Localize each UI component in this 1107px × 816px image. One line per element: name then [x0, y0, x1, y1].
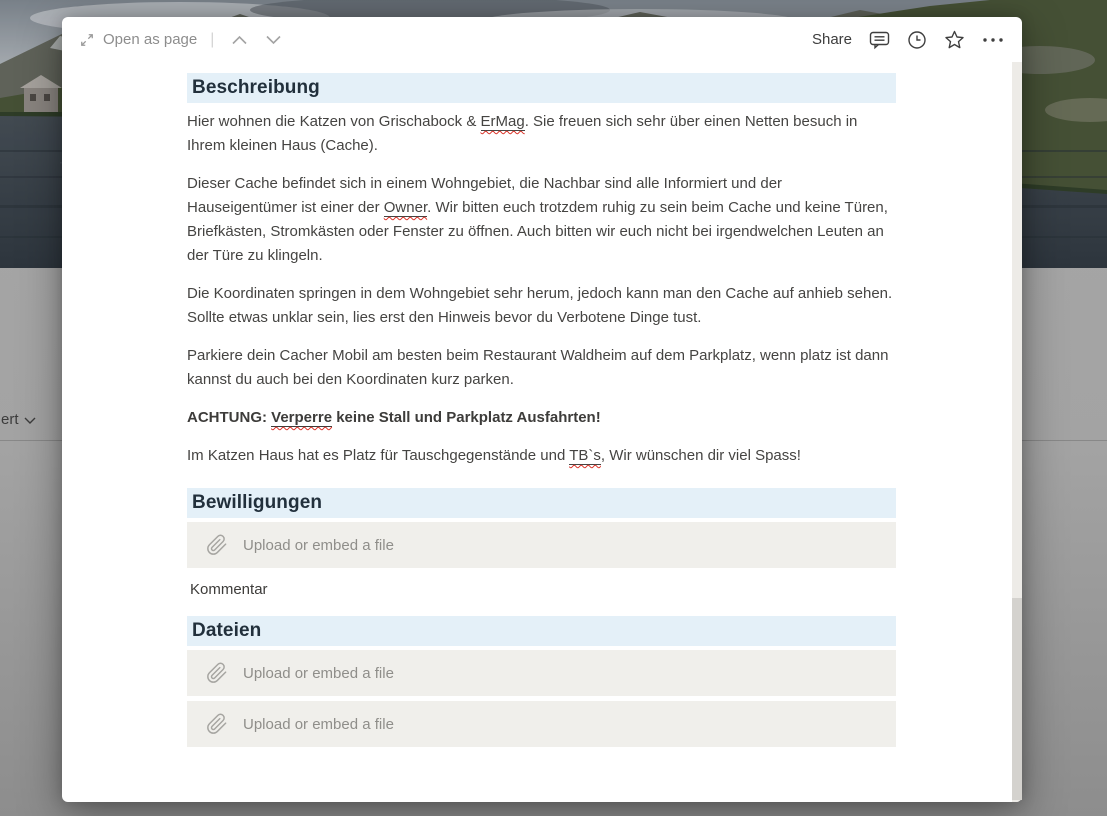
paragraph-achtung [187, 406, 896, 430]
toolbar-right-group [812, 30, 1004, 50]
section-heading-bewilligungen: Bewilligungen [187, 488, 896, 518]
toolbar-separator: | [210, 30, 215, 48]
open-as-page-label: Open as page [103, 31, 198, 48]
comment-icon [869, 30, 890, 50]
upload-file-block-dateien-2[interactable] [187, 701, 896, 747]
chevron-down-icon [265, 34, 282, 46]
chevron-up-icon [231, 34, 248, 46]
modal-scrollbar-thumb[interactable] [1012, 598, 1022, 800]
previous-record-button[interactable] [227, 32, 252, 48]
next-record-button[interactable] [261, 32, 286, 48]
ellipsis-icon [982, 37, 1004, 43]
kommentar-label: Kommentar [190, 581, 268, 598]
underlined-misspelled-word: ErMag [480, 113, 525, 130]
text-run: keine Stall und Parkplatz Ausfahrten! [332, 409, 601, 426]
section-heading-dateien: Dateien [187, 616, 896, 646]
paragraph-1 [187, 110, 896, 158]
toolbar-left-group [80, 31, 286, 49]
open-as-page-button[interactable] [80, 31, 197, 48]
share-button[interactable]: Share [811, 31, 852, 48]
updates-button[interactable] [907, 30, 927, 50]
paragraph-2 [187, 172, 896, 268]
upload-placeholder: Upload or embed a file [243, 715, 394, 733]
clock-icon [907, 30, 927, 50]
page-content [187, 73, 896, 747]
text-run: Im Katzen Haus hat es Platz für Tauschgegenstände und [187, 447, 570, 464]
modal-scrollbar-track[interactable] [1012, 62, 1022, 802]
more-options-button[interactable] [982, 37, 1004, 43]
paperclip-icon [206, 534, 228, 556]
upload-placeholder: Upload or embed a file [243, 536, 394, 554]
peek-modal [62, 17, 1022, 802]
text-run: . Wir bitten euch trotzdem ruhig zu sein beim Cache und keine Türen, Briefkästen, Stromkästen oder Fenster zu öffnen. Auch bitten wir euch nicht bei irgendwelchen Leuten an der Türe zu klingeln. [187, 199, 888, 264]
text-run: Parkiere dein Cacher Mobil am besten beim Restaurant Waldheim auf dem Parkplatz, wenn platz ist dann kannst du auch bei den Koordinaten kurz parken. [187, 347, 889, 388]
underlined-misspelled-word: Verperre [271, 409, 333, 426]
chevron-down-icon [24, 417, 36, 425]
star-icon [944, 30, 965, 50]
peek-toolbar [62, 17, 1022, 62]
text-run: , Wir wünschen dir viel Spass! [600, 447, 801, 464]
underlined-misspelled-word: Owner [383, 199, 428, 216]
comments-button[interactable] [869, 30, 890, 50]
underlined-misspelled-word: TB`s [569, 447, 601, 464]
paragraph-6 [187, 444, 896, 468]
expand-diagonal-icon [80, 33, 94, 47]
upload-file-block-bewilligungen[interactable] [187, 522, 896, 568]
text-run: ACHTUNG: [187, 409, 272, 426]
upload-file-block-dateien-1[interactable] [187, 650, 896, 696]
paperclip-icon [206, 713, 228, 735]
text-run: Die Koordinaten springen in dem Wohngebiet sehr herum, jedoch kann man den Cache auf anhieb sehen. Sollte etwas unklar sein, lies erst den Hinweis bevor du Verbotene Dinge tust. [187, 285, 893, 326]
paperclip-icon [206, 662, 228, 684]
backdrop-sort-filter[interactable] [1, 411, 36, 428]
filter-label: ert [1, 411, 19, 428]
paragraph-3 [187, 282, 896, 330]
text-run: Dieser Cache befindet sich in einem Wohngebiet, die Nachbar sind alle Informiert und der Hauseigentümer ist einer der [187, 175, 783, 216]
upload-placeholder: Upload or embed a file [243, 664, 394, 682]
text-run: Hier wohnen die Katzen von Grischabock & [187, 113, 481, 130]
paragraph-4 [187, 344, 896, 392]
favorite-button[interactable] [944, 30, 965, 50]
section-heading-beschreibung: Beschreibung [187, 73, 896, 103]
text-run: . Sie freuen sich sehr über einen Netten besuch in Ihrem kleinen Haus (Cache). [187, 113, 858, 154]
